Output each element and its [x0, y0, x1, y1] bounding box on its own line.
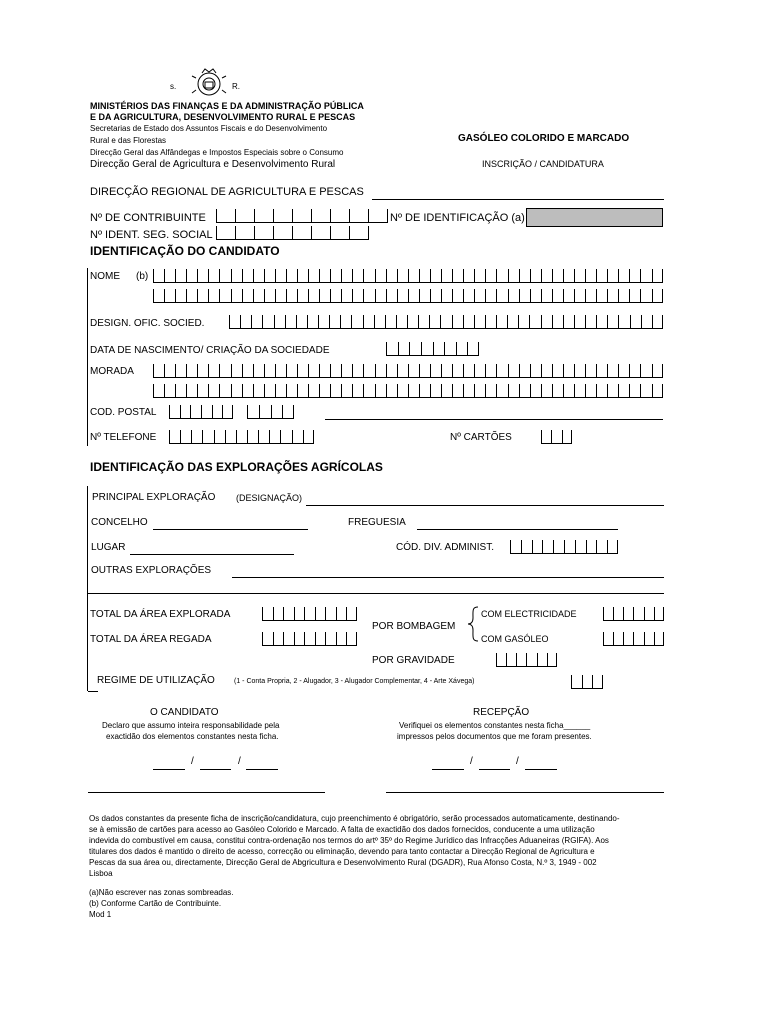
recepcao-declaration-1: Verifiquei os elementos constantes nesta ficha______	[399, 721, 591, 730]
privacy-text-2: se à emissão de cartões para acesso ao Gasóleo Colorido e Marcado. A falta de exactidão dos dados fornecidos, conducente a uma utilização	[89, 825, 595, 834]
localidade-field[interactable]	[325, 419, 663, 420]
privacy-text-1: Os dados constantes da presente ficha de inscrição/candidatura, cujo preenchimento é obrigatório, serão processados automaticamente, destinando-	[89, 814, 620, 823]
contribuinte-boxes[interactable]	[216, 209, 388, 223]
candidato-date-day[interactable]	[153, 769, 185, 770]
cod-postal-label: COD. POSTAL	[90, 407, 157, 418]
identificacao-label: Nº DE IDENTIFICAÇÃO (a)	[390, 212, 525, 224]
recepcao-signature-line[interactable]	[386, 792, 664, 793]
area-explorada-label: TOTAL DA ÁREA EXPLORADA	[90, 609, 231, 620]
morada-field-2[interactable]	[153, 384, 663, 398]
regional-label: DIRECÇÃO REGIONAL DE AGRICULTURA E PESCAS	[90, 186, 364, 198]
candidato-declaration-1: Declaro que assumo inteira responsabilidade pela	[102, 721, 280, 730]
regime-label: REGIME DE UTILIZAÇÃO	[97, 675, 215, 686]
bombagem-label: POR BOMBAGEM	[372, 621, 456, 632]
recepcao-date-year[interactable]	[525, 769, 557, 770]
telefone-field[interactable]	[169, 430, 314, 444]
cod-div-field[interactable]	[510, 540, 618, 554]
nome-field-1[interactable]	[153, 269, 663, 283]
logo-right-letter: R.	[232, 82, 240, 91]
electricidade-label: COM ELECTRICIDADE	[481, 609, 577, 619]
identificacao-shaded-field	[526, 208, 663, 227]
form-title: GASÓLEO COLORIDO E MARCADO	[458, 133, 630, 144]
note-a: (a)Não escrever nas zonas sombreadas.	[89, 888, 234, 897]
electricidade-field[interactable]	[603, 607, 664, 621]
nome-label: NOME	[90, 271, 120, 282]
directorate-line-1: Direcção Geral das Alfândegas e Impostos Especiais sobre o Consumo	[90, 148, 344, 157]
ministry-line-1: MINISTÉRIOS DAS FINANÇAS E DA ADMINISTRAÇÃO PÚBLICA	[90, 101, 364, 111]
privacy-text-5: Pescas da sua área ou, directamente, Direcção Geral de Abgricultura e Desenvolvimento Rural (DGADR), Rua Afonso Costa, N.º 3, 1949 - 002	[89, 858, 597, 867]
design-field[interactable]	[229, 315, 663, 329]
ministry-line-2: E DA AGRICULTURA, DESENVOLVIMENTO RURAL E PESCAS	[90, 112, 356, 122]
telefone-label: Nº TELEFONE	[90, 432, 157, 443]
outras-field-2[interactable]	[88, 593, 664, 594]
model-number: Mod 1	[89, 910, 112, 919]
regional-field[interactable]	[372, 199, 664, 200]
date-slash: /	[516, 756, 519, 767]
date-slash: /	[238, 756, 241, 767]
morada-label: MORADA	[90, 366, 134, 377]
regime-field[interactable]	[571, 675, 603, 689]
outras-label: OUTRAS EXPLORAÇÕES	[91, 565, 212, 576]
recepcao-declaration-2: impressos pelos documentos que me foram presentes.	[397, 732, 592, 741]
regime-note: (1 - Conta Propria, 2 - Alugador, 3 - Alugador Complementar, 4 - Arte Xávega)	[234, 678, 475, 685]
recepcao-date-month[interactable]	[479, 769, 510, 770]
gravidade-field[interactable]	[496, 653, 557, 667]
lugar-field[interactable]	[130, 554, 294, 555]
directorate-line-2: Direcção Geral de Agricultura e Desenvolvimento Rural	[90, 159, 336, 170]
contribuinte-label: Nº DE CONTRIBUINTE	[90, 212, 206, 224]
area-regada-label: TOTAL DA ÁREA REGADA	[90, 634, 212, 645]
candidato-date-month[interactable]	[200, 769, 231, 770]
freguesia-label: FREGUESIA	[348, 517, 406, 528]
lugar-label: LUGAR	[91, 542, 126, 553]
candidato-heading: IDENTIFICAÇÃO DO CANDIDATO	[90, 244, 280, 258]
seg-social-boxes[interactable]	[216, 226, 369, 240]
candidato-date-year[interactable]	[246, 769, 278, 770]
secretariat-line-2: Rural e das Florestas	[90, 136, 167, 145]
cartoes-label: Nº CARTÕES	[450, 432, 512, 443]
privacy-text-4: titulares dos dados é mantido o direito de acesso, correcção ou eliminação, devendo para tanto contactar a Direcção Regional de Agricultura e	[89, 847, 595, 856]
date-slash: /	[191, 756, 194, 767]
seg-social-label: Nº IDENT. SEG. SOCIAL	[90, 229, 213, 241]
nascimento-label: DATA DE NASCIMENTO/ CRIAÇÃO DA SOCIEDADE	[90, 345, 330, 356]
nome-field-2[interactable]	[153, 289, 663, 303]
cod-postal-field-2[interactable]	[247, 405, 294, 419]
recepcao-signature-title: RECEPÇÃO	[473, 707, 530, 718]
cod-div-label: CÓD. DIV. ADMINIST.	[396, 542, 494, 553]
regime-corner	[88, 691, 98, 692]
principal-label: PRINCIPAL EXPLORAÇÃO	[92, 492, 216, 503]
area-explorada-field[interactable]	[262, 607, 357, 621]
secretariat-line-1: Secretarias de Estado dos Assuntos Fiscais e do Desenvolvimento	[90, 124, 328, 133]
gasoleo-field[interactable]	[603, 632, 664, 646]
nascimento-field[interactable]	[386, 342, 479, 356]
candidato-signature-line[interactable]	[88, 792, 325, 793]
nome-note: (b)	[136, 271, 149, 282]
morada-field-1[interactable]	[153, 364, 663, 378]
logo-left-letter: s.	[170, 82, 177, 91]
gravidade-label: POR GRAVIDADE	[372, 655, 455, 666]
exploracoes-section-border	[87, 486, 88, 691]
candidato-declaration-2: exactidão dos elementos constantes nesta ficha.	[106, 732, 279, 741]
candidato-section-border	[87, 268, 88, 446]
privacy-text-3: indevida do combustível em causa, constitui contra-ordenação nos termos do artº 35º do Regime Jurídico das Infracções Aduaneiras (RGIFA). Aos	[89, 836, 609, 845]
outras-field-1[interactable]	[232, 577, 664, 578]
brace-icon	[466, 606, 480, 642]
privacy-text-6: Lisboa	[89, 869, 113, 878]
cod-postal-field-1[interactable]	[169, 405, 233, 419]
principal-field[interactable]	[306, 505, 664, 506]
recepcao-date-day[interactable]	[432, 769, 464, 770]
gasoleo-label: COM GASÓLEO	[481, 634, 549, 644]
exploracoes-heading: IDENTIFICAÇÃO DAS EXPLORAÇÕES AGRÍCOLAS	[90, 460, 383, 474]
candidato-signature-title: O CANDIDATO	[150, 707, 219, 718]
form-subtitle: INSCRIÇÃO / CANDIDATURA	[482, 159, 604, 169]
concelho-label: CONCELHO	[91, 517, 148, 528]
coat-of-arms-icon	[188, 68, 230, 98]
concelho-field[interactable]	[153, 529, 308, 530]
designacao-label: (DESIGNAÇÃO)	[236, 493, 303, 503]
design-label: DESIGN. OFIC. SOCIED.	[90, 318, 205, 329]
date-slash: /	[470, 756, 473, 767]
area-regada-field[interactable]	[262, 632, 357, 646]
freguesia-field[interactable]	[417, 529, 618, 530]
cartoes-field[interactable]	[541, 430, 572, 444]
note-b: (b) Conforme Cartão de Contribuinte.	[89, 899, 222, 908]
